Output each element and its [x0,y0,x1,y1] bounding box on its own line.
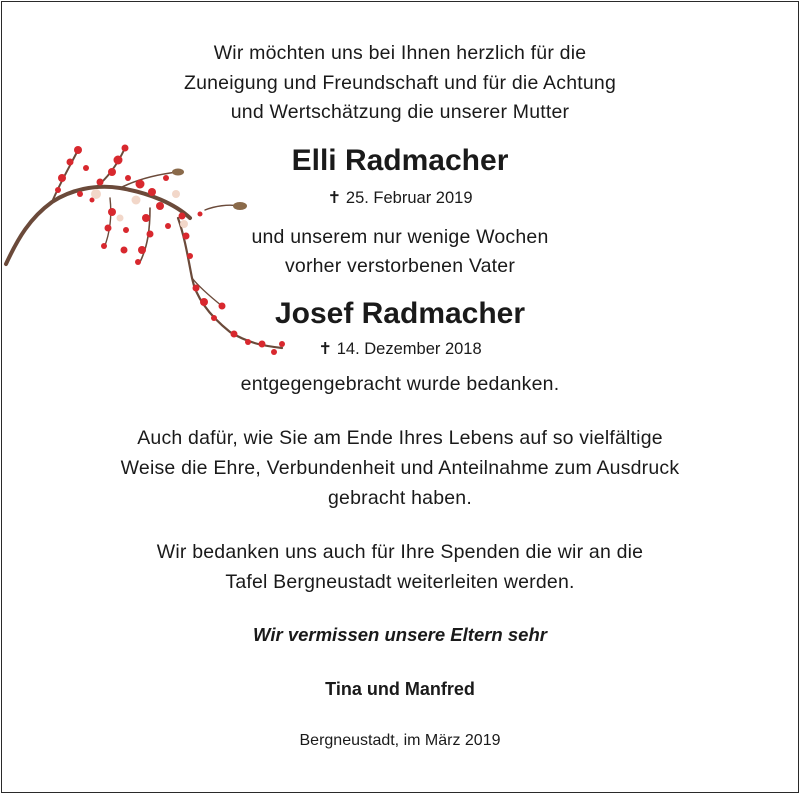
paragraph-2-line-1: Auch dafür, wie Sie am Ende Ihres Lebens auf so vielfältige [137,427,663,449]
signature: Tina und Manfred [325,679,475,699]
closing-line: Wir vermissen unsere Eltern sehr [253,624,547,645]
mother-name: Elli Radmacher [291,144,509,177]
mother-death-date: ✝ 25. Februar 2019 [327,189,473,207]
middle-line-2: vorher verstorbenen Vater [284,255,516,277]
middle-line-1: und unserem nur wenige Wochen [251,226,549,248]
intro-line-1: Wir möchten uns bei Ihnen herzlich für die [213,42,587,64]
thanks-line: entgegengebracht wurde bedanken. [240,373,560,395]
place-date: Bergneustadt, im März 2019 [299,732,501,749]
father-name: Josef Radmacher [274,297,526,330]
intro-line-3: und Wertschätzung die unserer Mutter [230,101,570,123]
paragraph-3-line-1: Wir bedanken uns auch für Ihre Spenden die wir an die [156,541,644,563]
paragraph-2-line-2: Weise die Ehre, Verbundenheit und Anteilnahme zum Ausdruck [120,457,680,479]
paragraph-2-line-3: gebracht haben. [328,487,472,509]
father-death-date: ✝ 14. Dezember 2018 [318,340,482,358]
paragraph-3-line-2: Tafel Bergneustadt weiterleiten werden. [225,571,575,593]
intro-line-2: Zuneigung und Freundschaft und für die Achtung [183,72,616,94]
